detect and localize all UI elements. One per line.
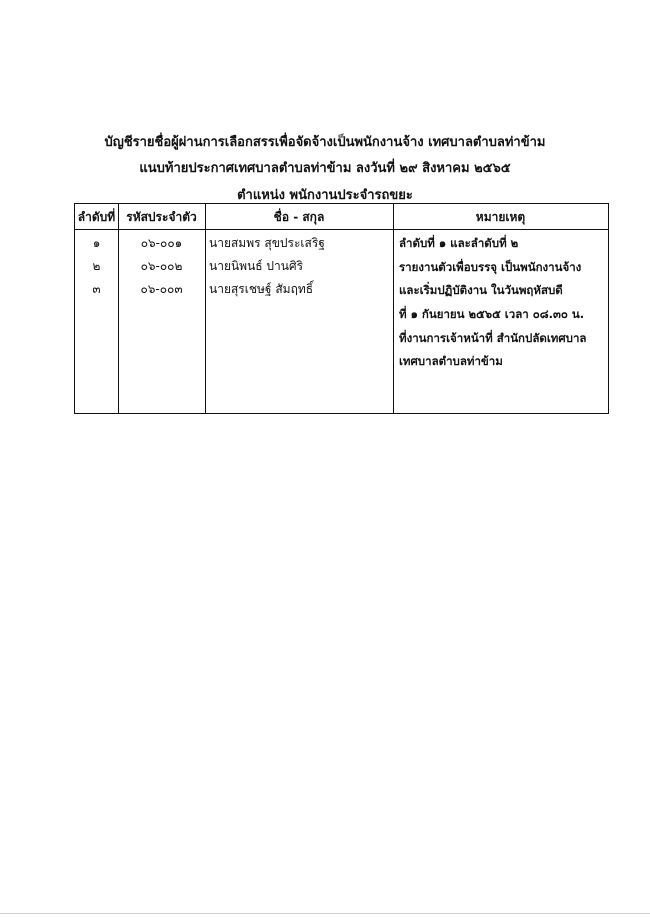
header-code: รหัสประจำตัว [126,210,197,224]
remarks-line: รายงานตัวเพื่อบรรจุ เป็นพนักงานจ้าง [399,260,582,274]
table-row-order: ๒ [92,259,101,273]
table-row-code: ๐๖-๐๐๓ [140,282,183,296]
document-title-line-2: แนบท้ายประกาศเทศบาลตำบลท่าข้าม ลงวันที่ ๒๙ สิงหาคม ๒๕๖๕ [139,161,511,176]
table-row-name: นายนิพนธ์ ปานศิริ [209,259,304,273]
table-row-name: นายสมพร สุขประเสริฐ [209,236,325,250]
header-name: ชื่อ - สกุล [273,210,325,224]
header-divider [75,229,608,230]
table-row-order: ๓ [92,282,101,296]
remarks-line: เทศบาลตำบลท่าข้าม [399,354,503,368]
header-remarks: หมายเหตุ [475,210,526,224]
table-row-code: ๐๖-๐๐๑ [140,236,183,250]
header-order: ลำดับที่ [77,210,116,224]
remarks-line: ที่งานการเจ้าหน้าที่ สำนักปลัดเทศบาล [399,331,587,345]
remarks-line: ลำดับที่ ๑ และลำดับที่ ๒ [399,236,519,250]
document-title-line-1: บัญชีรายชื่อผู้ผ่านการเลือกสรรเพื่อจัดจ้างเป็นพนักงานจ้าง เทศบาลตำบลท่าข้าม [104,135,546,150]
document-position-line: ตำแหน่ง พนักงานประจำรถขยะ [237,188,413,203]
remarks-line: ที่ ๑ กันยายน ๒๕๖๕ เวลา ๐๘.๓๐ น. [399,307,585,321]
page-bottom-edge [0,913,650,914]
table-row-name: นายสุรเชษฐ์ สัมฤทธิ์ [209,282,314,296]
remarks-line: และเริ่มปฏิบัติงาน ในวันพฤหัสบดี [399,283,563,297]
table-row-code: ๐๖-๐๐๒ [140,259,183,273]
candidate-table [74,203,609,414]
table-row-order: ๑ [92,236,101,250]
column-divider [205,204,206,413]
column-divider [393,204,394,413]
